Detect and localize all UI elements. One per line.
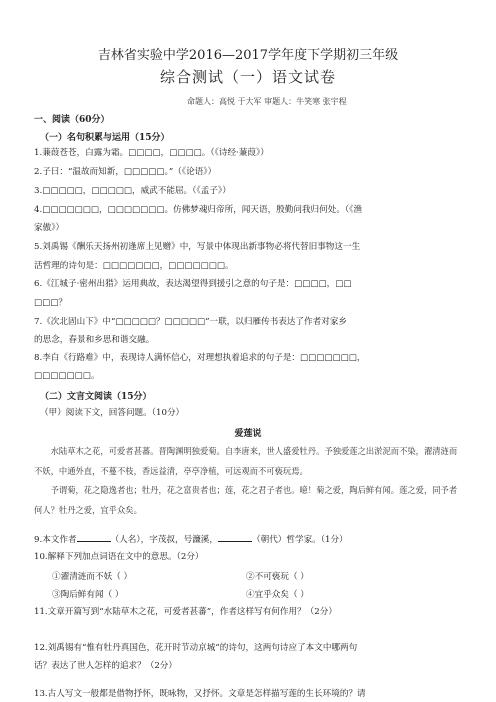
question-12: 12.刘禹锡有“惟有牡丹真国色，花开时节动京城”的诗句，这两句诗应了本文中哪两句: [34, 643, 358, 653]
part2-heading: （二）文言文阅读（15分）: [40, 392, 152, 402]
part2-intro: （甲）阅读下文，回答问题。（10分）: [40, 408, 185, 418]
question-8-cont: □□□□□□□。: [34, 371, 100, 381]
essay-paragraph: 水陆草木之花，可爱者甚蕃。晋陶渊明独爱菊。自李唐来，世人盛爱牡丹。予独爱莲之出淤泥而不染，濯清涟而不妖，中通外直，不蔓不枝，香远益清，亭亭净植，可远观而不可亵玩焉。: [34, 446, 458, 476]
question-8: 8.李白《行路难》中，表现诗人满怀信心，对理想执着追求的句子是：□□□□□□□，: [34, 353, 366, 363]
q10-option: ③陶后鲜有闻（ ）: [52, 590, 124, 600]
question-3: 3.□□□□□，□□□□□，威武不能屈。（《孟子》）: [34, 186, 231, 196]
question-13: 13.古人写文一般都是借物抒怀，既咏物，又抒怀。文章是怎样描写莲的生长环境的？请: [34, 689, 366, 699]
question-6: 6.《江城子·密州出猎》运用典故，表达渴望得到援引之意的句子是：□□□□，□□: [34, 279, 352, 289]
question-11: 11.文章开篇写到“水陆草木之花，可爱者甚蕃”，作者这样写有何作用？（2分）: [34, 607, 337, 617]
question-4: 4.□□□□□□□，□□□□□□□。仿佛梦魂归帝所，闻天语，殷勤问我归何处。（《渔: [34, 205, 363, 215]
answer-blank[interactable]: [218, 532, 252, 542]
essay-paragraph: 予谓菊，花之隐逸者也；牡丹，花之富贵者也；莲，花之君子者也。噫！菊之爱，陶后鲜有闻。莲之爱，同予者何人？牡丹之爱，宜乎众矣。: [34, 485, 458, 515]
q9-part-a: 9.本文作者: [34, 535, 77, 545]
question-6-cont: □□□？: [34, 298, 67, 308]
question-12-cont: 话？表达了世人怎样的追求？（2分）: [34, 661, 177, 671]
q10-option: ②不可亵玩（ ）: [246, 572, 309, 582]
question-7: 7.《次北固山下》中“□□□□□？□□□□□”一联，以归雁传书表达了作者对家乡: [34, 317, 348, 327]
answer-blank[interactable]: [77, 532, 111, 542]
question-2: 2.子曰：“温故而知新，□□□□□。”（《论语》）: [34, 167, 217, 177]
essay-body: [34, 442, 464, 520]
question-10: 10.解释下列加点词语在文中的意思。（2分）: [34, 552, 204, 562]
q10-option: ④宜乎众矣（ ）: [246, 590, 309, 600]
section-heading: 一、阅读（60分）: [34, 115, 110, 125]
question-1: 1.蒹葭苍苍，白露为霜。□□□□，□□□□。（《诗经·蒹葭》）: [34, 148, 269, 158]
part1-heading: （一）名句积累与运用（15分）: [40, 133, 170, 143]
essay-title: 爱莲说: [234, 429, 262, 439]
question-5: 5.刘禹锡《酬乐天扬州初逢席上见赠》中，写景中体现出新事物必将代替旧事物这一生: [34, 242, 361, 252]
question-7-cont: 的思念，春景和乡思和谐交融。: [34, 335, 155, 345]
q9-part-c: （朝代）哲学家。（1分）: [252, 535, 348, 545]
question-9: [34, 532, 348, 546]
authors-line: 命题人：高悦 于大军 审题人：牛笑寒 张宇程: [187, 97, 347, 106]
exam-title-line1: 吉林省实验中学2016—2017学年度下学期初三年级: [97, 48, 399, 63]
exam-title-line2: 综合测试（一）语文试卷: [159, 68, 336, 86]
question-5-cont: 活哲理的诗句是：□□□□□□□，□□□□□□□。: [34, 261, 234, 271]
q10-option: ①濯清涟而不妖（ ）: [52, 572, 133, 582]
q9-part-b: （人名），字茂叔，号濂溪，: [110, 535, 218, 545]
question-4-cont: 家傲》）: [34, 223, 65, 233]
